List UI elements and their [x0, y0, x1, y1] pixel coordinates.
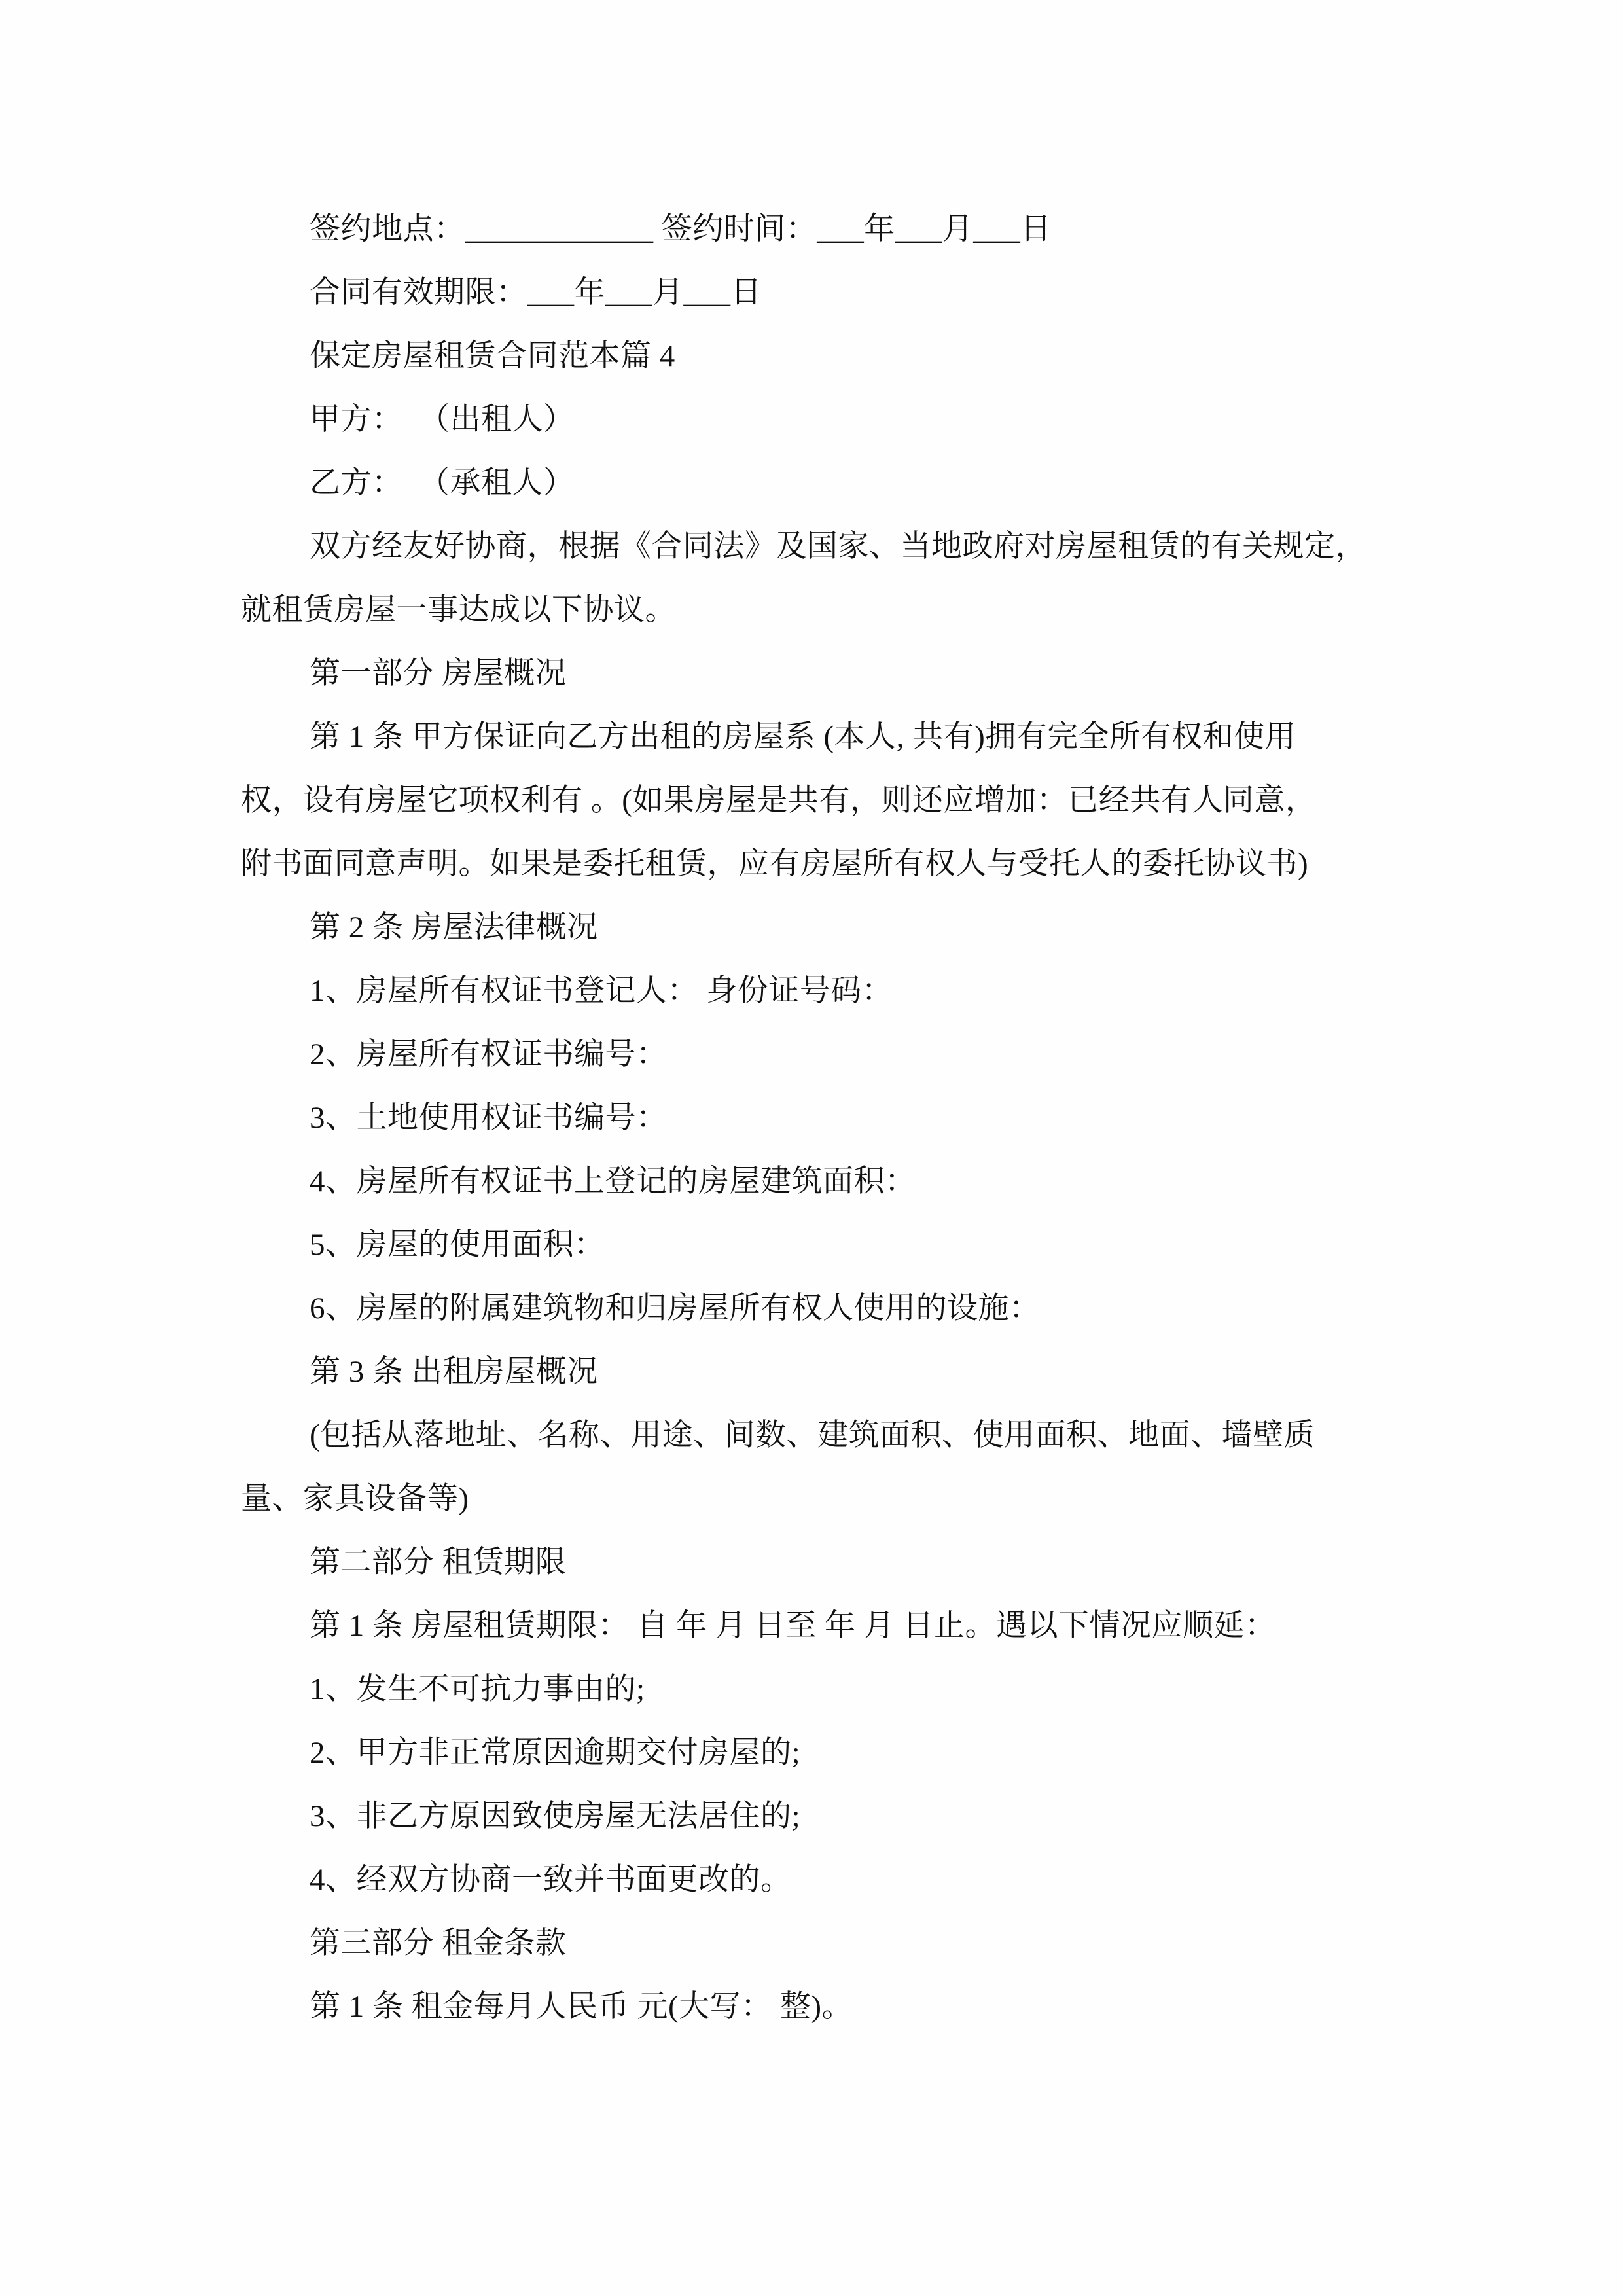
part1-article1-line-2: 权，设有房屋它项权利有 。(如果房屋是共有，则还应增加：已经共有人同意， [241, 783, 1317, 817]
part1-article2-heading: 第 2 条 房屋法律概况 [310, 910, 598, 944]
contract-text-block [241, 198, 1383, 2039]
part2-article1-line: 第 1 条 房屋租赁期限： 自 年 月 日至 年 月 日止。遇以下情况应顺延： [310, 1609, 1276, 1643]
article2-item-2: 2、房屋所有权证书编号： [310, 1037, 668, 1071]
article2-item-5: 5、房屋的使用面积： [310, 1228, 605, 1262]
preamble-line-2: 就租赁房屋一事达成以下协议。 [241, 593, 676, 627]
part2-heading: 第二部分 租赁期限 [310, 1545, 567, 1579]
article3-note-line-1: (包括从落地址、名称、用途、间数、建筑面积、使用面积、地面、墙壁质 [310, 1418, 1315, 1452]
article2-item-4: 4、房屋所有权证书上登记的房屋建筑面积： [310, 1164, 916, 1198]
part3-heading: 第三部分 租金条款 [310, 1926, 567, 1960]
part1-article1-line-3: 附书面同意声明。如果是委托租赁，应有房屋所有权人与受托人的委托协议书) [241, 847, 1309, 881]
part2-item-4: 4、经双方协商一致并书面更改的。 [310, 1863, 792, 1897]
part2-item-3: 3、非乙方原因致使房屋无法居住的; [310, 1799, 801, 1833]
party-a-line: 甲方： （出租人） [310, 403, 575, 437]
part1-heading: 第一部分 房屋概况 [310, 656, 567, 691]
part3-article1-line: 第 1 条 租金每月人民币 元(大写： 整)。 [310, 1990, 853, 2024]
article2-item-6: 6、房屋的附属建筑物和归房屋所有权人使用的设施： [310, 1291, 1041, 1325]
document-title-line: 保定房屋租赁合同范本篇 4 [310, 339, 675, 373]
article2-item-1: 1、房屋所有权证书登记人： 身份证号码： [310, 974, 893, 1008]
part1-article1-line-1: 第 1 条 甲方保证向乙方出租的房屋系 (本人, 共有)拥有完全所有权和使用 [310, 720, 1296, 754]
part1-article3-heading: 第 3 条 出租房屋概况 [310, 1355, 598, 1389]
article3-note-line-2: 量、家具设备等) [241, 1482, 469, 1516]
contract-validity-line: 合同有效期限：___年___月___日 [310, 276, 762, 310]
preamble-line-1: 双方经友好协商，根据《合同法》及国家、当地政府对房屋租赁的有关规定， [310, 529, 1366, 564]
article2-item-3: 3、土地使用权证书编号： [310, 1101, 668, 1135]
part2-item-1: 1、发生不可抗力事由的; [310, 1672, 645, 1706]
party-b-line: 乙方： （承租人） [310, 466, 575, 500]
part2-item-2: 2、甲方非正常原因逾期交付房屋的; [310, 1736, 801, 1770]
signing-place-time-line: 签约地点：____________ 签约时间：___年___月___日 [310, 212, 1052, 246]
